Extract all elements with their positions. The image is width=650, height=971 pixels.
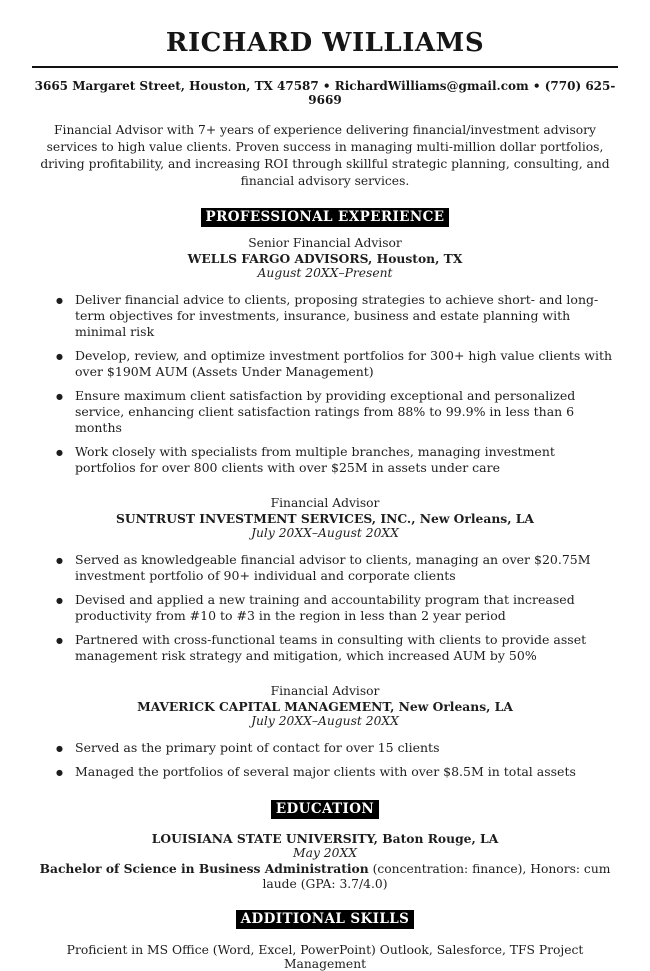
job-title: Senior Financial Advisor — [248, 236, 402, 250]
job-company: WELLS FARGO ADVISORS, Houston, TX — [187, 251, 463, 266]
job-bullet: ● Devised and applied a new training and accountability program that increased productivity from #10 to #3 in the region in less than 2 year period — [75, 592, 618, 624]
job-bullet: ● Deliver financial advice to clients, proposing strategies to achieve short- and long-term objectives for investments, insurance, business and estate planning with minimal risk — [75, 292, 618, 340]
job-bullet-list — [32, 552, 618, 664]
job-entry — [32, 496, 618, 664]
skills-section-heading: ADDITIONAL SKILLS — [236, 910, 415, 929]
job-bullet: ● Develop, review, and optimize investment portfolios for 300+ high value clients with over $190M AUM (Assets Under Management) — [75, 348, 618, 380]
job-bullet-list — [32, 292, 618, 476]
job-bullet: ● Partnered with cross-functional teams in consulting with clients to provide asset management risk strategy and mitigation, which increased AUM by 50% — [75, 632, 618, 664]
education-school: LOUISIANA STATE UNIVERSITY, Baton Rouge, LA — [151, 831, 499, 846]
job-bullet: ● Ensure maximum client satisfaction by providing exceptional and personalized service, enhancing client satisfaction ratings from 88% to 99.9% in less than 6 months — [75, 388, 618, 436]
job-bullet: ● Managed the portfolios of several major clients with over $8.5M in total assets — [75, 764, 618, 780]
experience-section-heading: PROFESSIONAL EXPERIENCE — [201, 208, 450, 227]
education-degree-name: Bachelor of Science in Business Administration — [39, 861, 369, 876]
skills-text: Proficient in MS Office (Word, Excel, PowerPoint) Outlook, Salesforce, TFS Project Management — [66, 943, 584, 971]
contact-line: 3665 Margaret Street, Houston, TX 47587 • RichardWilliams@gmail.com • (770) 625-9669 — [34, 79, 616, 107]
job-bullet: ● Work closely with specialists from multiple branches, managing investment portfolios for over 800 clients with over $25M in assets under care — [75, 444, 618, 476]
job-company: SUNTRUST INVESTMENT SERVICES, INC., New Orleans, LA — [116, 511, 534, 526]
job-title: Financial Advisor — [270, 684, 380, 698]
education-dates: May 20XX — [293, 846, 357, 860]
job-dates: July 20XX–August 20XX — [251, 526, 399, 540]
person-name: RICHARD WILLIAMS — [165, 28, 485, 58]
education-entry — [32, 831, 618, 892]
job-bullet: ● Served as the primary point of contact for over 15 clients — [75, 740, 618, 756]
education-heading-wrap — [32, 800, 618, 819]
header-divider — [32, 66, 618, 68]
job-entry — [32, 684, 618, 780]
skills-heading-wrap — [32, 910, 618, 929]
job-dates: July 20XX–August 20XX — [251, 714, 399, 728]
job-entry — [32, 236, 618, 476]
education-degree-details: (concentration: finance), Honors: cum laude (GPA: 3.7/4.0) — [262, 862, 611, 891]
experience-heading-wrap — [32, 208, 618, 227]
job-bullet-list — [32, 740, 618, 780]
education-section-heading: EDUCATION — [271, 800, 379, 819]
job-title: Financial Advisor — [270, 496, 380, 510]
summary-paragraph: Financial Advisor with 7+ years of experience delivering financial/investment advisory services to high value clients. Proven success in managing multi-million dollar portfolios, driving profitability, and increasing ROI through skillful strategic planning, consulting, and financial advisory services. — [40, 123, 610, 188]
job-company: MAVERICK CAPITAL MANAGEMENT, New Orleans, LA — [137, 699, 513, 714]
job-dates: August 20XX–Present — [257, 266, 393, 280]
education-degree — [32, 861, 618, 892]
job-bullet: ● Served as knowledgeable financial advisor to clients, managing an over $20.75M investment portfolio of 90+ individual and corporate clients — [75, 552, 618, 584]
